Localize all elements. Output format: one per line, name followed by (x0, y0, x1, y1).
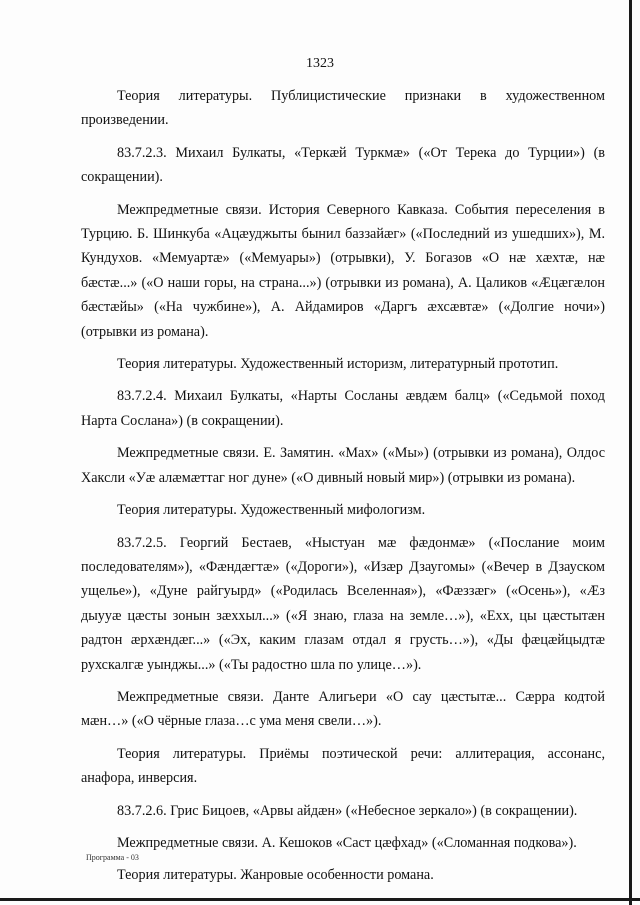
paragraph: 83.7.2.3. Михаил Булкаты, «Теркæй Туркмæ» («От Терека до Турции») (в сокращении). (81, 144, 605, 186)
paragraph: Теория литературы. Приёмы поэтической речи: аллитерация, ассонанс, анафора, инверсия. (81, 745, 605, 787)
footer-label: Программа - 03 (86, 853, 139, 862)
paragraph: Теория литературы. Жанровые особенности романа. (117, 867, 434, 884)
scan-edge-bottom (0, 898, 640, 901)
scan-edge-right (629, 0, 632, 905)
paragraph: Теория литературы. Художественный историзм, литературный прототип. (117, 356, 559, 373)
paragraph: Теория литературы. Художественный мифологизм. (117, 502, 426, 519)
paragraph: Межпредметные связи. А. Кешоков «Саст цæфхад» («Сломанная подкова»). (117, 834, 577, 851)
paragraph: Межпредметные связи. История Северного Кавказа. События переселения в Турцию. Б. Шинкуба «Ацæуджыты бынил баззайæг» («Последний из ушедших»), М. Кундухов. «Мемуартæ» («Мемуары») (отрывки), У. Богазов «О нæ хæхтæ, нæ бæстæ...» («О наши горы, на страна...») (отрывки из романа), А. Цаликов «Æцæгæлон бæстæйы» («На чужбине»), А. Айдамиров «Даргъ æхсæвтæ» («Долгие ночи») (отрывки из романа). (81, 201, 605, 340)
paragraph: Теория литературы. Публицистические признаки в художественном произведении. (81, 88, 605, 129)
paragraph: 83.7.2.5. Георгий Бестаев, «Ныстуан мæ фæдонмæ» («Послание моим последователям»), «Фæндæгтæ» («Дороги»), «Изæр Дзаугомы» («Вечер в Дзауском ущелье»), «Дуне райгуырд» («Родилась Вселенная»), «Фæззæг» («Осень»), «Æз дыууæ цæсты зонын зæххыл...» («Я знаю, глаза на земле…»), «Ехх, цы цæстытæн радтон æрхæндæг...» («Эх, каким глазам отдал я грусть…»), «Ды фæцæйцыдтæ рухскалгæ уынджы...» («Ты радостно шла по улице…»). (81, 534, 605, 673)
paragraph: Межпредметные связи. Данте Алигьери «О сау цæстытæ... Сæрра кодтой мæн…» («О чёрные глаза…с ума меня свели…»). (81, 688, 605, 730)
page-number: 1323 (306, 56, 334, 71)
body-text (81, 84, 605, 896)
paragraph: Межпредметные связи. Е. Замятин. «Мах» («Мы») (отрывки из романа), Олдос Хаксли «Уæ алæмæттаг ног дуне» («О дивный новый мир») (отрывки из романа). (81, 445, 605, 486)
paragraph: 83.7.2.4. Михаил Булкаты, «Нарты Сосланы æвдæм балц» («Седьмой поход Нарта Сослана») (в сокращении). (81, 388, 605, 429)
paragraph: 83.7.2.6. Грис Бицоев, «Арвы айдæн» («Небесное зеркало») (в сокращении). (117, 802, 578, 819)
